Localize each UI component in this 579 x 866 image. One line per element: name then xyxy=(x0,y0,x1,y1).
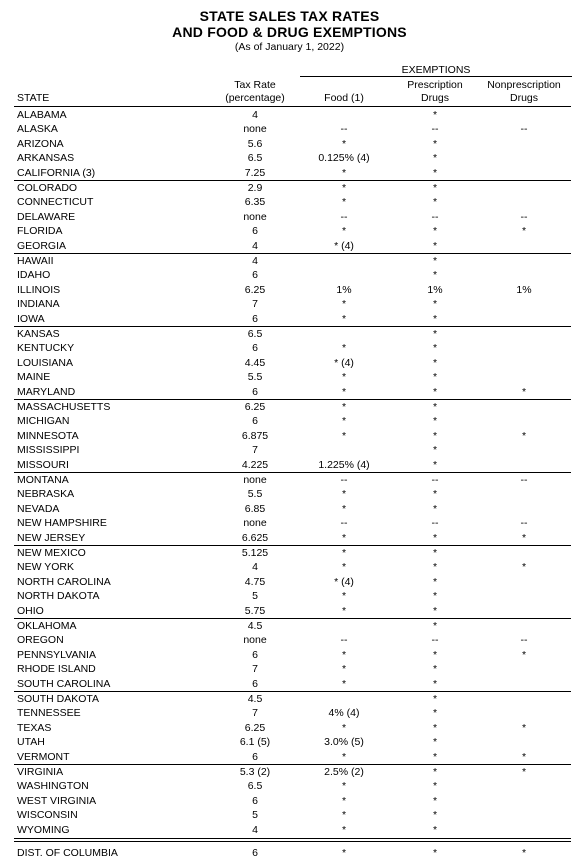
tax-rate-cell: 7 xyxy=(252,663,258,676)
food-exemption-cell: 4% (4) xyxy=(328,707,360,720)
nonprescription-exemption-cell: * xyxy=(521,429,527,442)
prescription-exemption-cell: * xyxy=(432,152,438,165)
state-cell: ILLINOIS xyxy=(17,283,61,296)
table-row xyxy=(0,823,579,838)
tax-rate-cell: 4.75 xyxy=(244,575,266,588)
state-cell: ALABAMA xyxy=(17,108,67,121)
nonprescription-exemption-cell: -- xyxy=(520,210,528,223)
food-exemption-cell: -- xyxy=(340,634,348,647)
prescription-exemption-cell: * xyxy=(432,196,438,209)
state-cell: MONTANA xyxy=(17,473,69,486)
state-cell: COLORADO xyxy=(17,181,78,194)
nonprescription-exemption-cell: * xyxy=(521,561,527,574)
document-subtitle: (As of January 1, 2022) xyxy=(234,41,345,53)
state-cell: NEW MEXICO xyxy=(17,546,86,559)
state-cell: MARYLAND xyxy=(17,385,76,398)
prescription-exemption-cell: * xyxy=(432,137,438,150)
prescription-exemption-cell: * xyxy=(432,590,438,603)
food-exemption-cell: * (4) xyxy=(334,575,354,588)
table-row xyxy=(0,283,579,298)
prescription-exemption-cell: * xyxy=(432,327,438,340)
table-row xyxy=(0,108,579,123)
state-cell: WASHINGTON xyxy=(17,780,89,793)
tax-rate-cell: none xyxy=(243,210,267,223)
state-cell: KANSAS xyxy=(17,327,60,340)
state-cell: ARKANSAS xyxy=(17,152,75,165)
state-cell: VERMONT xyxy=(17,750,70,763)
food-exemption-cell: * xyxy=(341,721,347,734)
tax-rate-cell: 4 xyxy=(252,254,258,267)
prescription-exemption-cell: * xyxy=(432,707,438,720)
table-row xyxy=(0,341,579,356)
state-cell: RHODE ISLAND xyxy=(17,663,96,676)
table-row xyxy=(0,195,579,210)
food-exemption-cell: 2.5% (2) xyxy=(324,765,364,778)
table-row xyxy=(0,677,579,692)
food-exemption-cell: * xyxy=(341,561,347,574)
document-title-line-2: AND FOOD & DRUG EXEMPTIONS xyxy=(172,24,407,40)
table-row xyxy=(0,546,579,561)
state-cell: MICHIGAN xyxy=(17,415,70,428)
tax-rate-cell: 6 xyxy=(252,750,258,763)
state-cell: GEORGIA xyxy=(17,239,67,252)
tax-rate-cell: 4 xyxy=(252,561,258,574)
tax-rate-cell: 6 xyxy=(252,846,258,859)
table-row xyxy=(0,604,579,619)
table-row xyxy=(0,429,579,444)
tax-rate-cell: 4.45 xyxy=(244,356,266,369)
food-exemption-cell: * (4) xyxy=(334,356,354,369)
state-cell: IDAHO xyxy=(17,269,51,282)
nonprescription-exemption-cell: -- xyxy=(520,634,528,647)
tax-rate-cell: 5.3 (2) xyxy=(239,765,271,778)
food-exemption-cell: * xyxy=(341,429,347,442)
food-exemption-cell: * xyxy=(341,546,347,559)
prescription-exemption-cell: * xyxy=(432,371,438,384)
tax-rate-cell: 6 xyxy=(252,648,258,661)
state-cell: NEW HAMPSHIRE xyxy=(17,517,107,530)
prescription-exemption-cell: * xyxy=(432,677,438,690)
nonprescription-exemption-cell: -- xyxy=(520,473,528,486)
nonprescription-exemption-cell: * xyxy=(521,750,527,763)
prescription-exemption-cell: * xyxy=(432,663,438,676)
table-row xyxy=(0,648,579,663)
state-cell: MASSACHUSETTS xyxy=(17,400,111,413)
prescription-exemption-cell: * xyxy=(432,429,438,442)
state-cell: ALASKA xyxy=(17,123,58,136)
tax-rate-header-line-1: Tax Rate xyxy=(234,79,276,91)
table-row xyxy=(0,721,579,736)
table-row xyxy=(0,560,579,575)
tax-rate-cell: 4.5 xyxy=(247,692,263,705)
prescription-exemption-cell: * xyxy=(432,765,438,778)
table-row xyxy=(0,151,579,166)
table-row xyxy=(0,370,579,385)
state-cell: WEST VIRGINIA xyxy=(17,794,97,807)
tax-rate-cell: 6 xyxy=(252,794,258,807)
prescription-exemption-cell: * xyxy=(432,269,438,282)
food-exemption-cell: * xyxy=(341,298,347,311)
table-row xyxy=(0,181,579,196)
food-exemption-cell: * xyxy=(341,166,347,179)
table-row xyxy=(0,750,579,765)
table-row xyxy=(0,735,579,750)
table-row xyxy=(0,589,579,604)
state-cell: TENNESSEE xyxy=(17,707,81,720)
table-row xyxy=(0,254,579,269)
tax-rate-cell: 5 xyxy=(252,590,258,603)
prescription-exemption-cell: * xyxy=(432,254,438,267)
double-rule xyxy=(14,841,571,842)
table-row xyxy=(0,122,579,137)
food-exemption-cell: * xyxy=(341,181,347,194)
food-exemption-cell: 0.125% (4) xyxy=(318,152,370,165)
tax-rate-cell: 6.5 xyxy=(247,327,263,340)
state-cell: LOUISIANA xyxy=(17,356,74,369)
tax-rate-cell: 6.85 xyxy=(244,502,266,515)
food-exemption-cell: * xyxy=(341,648,347,661)
state-cell: KENTUCKY xyxy=(17,342,75,355)
prescription-exemption-cell: * xyxy=(432,298,438,311)
state-cell: NORTH CAROLINA xyxy=(17,575,111,588)
food-exemption-cell: * xyxy=(341,371,347,384)
tax-rate-cell: 5.5 xyxy=(247,488,263,501)
tax-rate-cell: 6 xyxy=(252,677,258,690)
food-exemption-cell: 1.225% (4) xyxy=(318,458,370,471)
food-exemption-cell: * xyxy=(341,604,347,617)
nonprescription-exemption-cell: -- xyxy=(520,517,528,530)
tax-rate-cell: none xyxy=(243,634,267,647)
table-row xyxy=(0,502,579,517)
state-cell: HAWAII xyxy=(17,254,54,267)
table-row xyxy=(0,414,579,429)
tax-rate-cell: 6 xyxy=(252,415,258,428)
food-exemption-cell: * xyxy=(341,531,347,544)
tax-rate-cell: 5 xyxy=(252,809,258,822)
table-row xyxy=(0,327,579,342)
tax-rate-cell: 4 xyxy=(252,239,258,252)
tax-rate-cell: 6.875 xyxy=(241,429,269,442)
tax-rate-cell: 6.1 (5) xyxy=(239,736,271,749)
table-row xyxy=(0,458,579,473)
state-cell: NORTH DAKOTA xyxy=(17,590,100,603)
prescription-exemption-cell: * xyxy=(432,780,438,793)
prescription-exemption-cell: * xyxy=(432,823,438,836)
food-exemption-cell: * xyxy=(341,750,347,763)
state-cell: MINNESOTA xyxy=(17,429,79,442)
prescription-exemption-cell: * xyxy=(432,846,438,859)
nonprescription-exemption-cell: * xyxy=(521,648,527,661)
state-cell: VIRGINIA xyxy=(17,765,64,778)
food-column-header: Food (1) xyxy=(324,92,364,104)
table-row xyxy=(0,385,579,400)
nonprescription-exemption-cell: * xyxy=(521,765,527,778)
prescription-exemption-cell: * xyxy=(432,721,438,734)
tax-rate-cell: 5.125 xyxy=(241,546,269,559)
state-cell: NEVADA xyxy=(17,502,60,515)
food-exemption-cell: * xyxy=(341,385,347,398)
tax-rate-cell: 5.5 xyxy=(247,371,263,384)
state-cell: ARIZONA xyxy=(17,137,64,150)
table-row xyxy=(0,312,579,327)
double-rule xyxy=(14,838,571,839)
table-row xyxy=(0,516,579,531)
prescription-exemption-cell: -- xyxy=(431,517,439,530)
table-row xyxy=(0,765,579,780)
prescription-exemption-cell: 1% xyxy=(427,283,443,296)
prescription-exemption-cell: -- xyxy=(431,123,439,136)
food-exemption-cell: * xyxy=(341,823,347,836)
state-cell: INDIANA xyxy=(17,298,60,311)
prescription-exemption-cell: * xyxy=(432,750,438,763)
prescription-exemption-cell: * xyxy=(432,502,438,515)
tax-rate-cell: 4 xyxy=(252,108,258,121)
food-exemption-cell: -- xyxy=(340,473,348,486)
prescription-exemption-cell: * xyxy=(432,458,438,471)
food-exemption-cell: * xyxy=(341,312,347,325)
state-cell: CONNECTICUT xyxy=(17,196,94,209)
state-cell: MISSISSIPPI xyxy=(17,444,80,457)
table-row xyxy=(0,443,579,458)
nonprescription-exemption-cell: -- xyxy=(520,123,528,136)
prescription-exemption-cell: * xyxy=(432,648,438,661)
prescription-exemption-cell: * xyxy=(432,108,438,121)
table-row xyxy=(0,706,579,721)
prescription-exemption-cell: * xyxy=(432,181,438,194)
food-exemption-cell: * xyxy=(341,809,347,822)
table-row xyxy=(0,224,579,239)
state-cell: OKLAHOMA xyxy=(17,619,77,632)
prescription-exemption-cell: * xyxy=(432,736,438,749)
state-cell: MAINE xyxy=(17,371,51,384)
prescription-exemption-cell: * xyxy=(432,531,438,544)
food-exemption-cell: * xyxy=(341,590,347,603)
state-cell: WISCONSIN xyxy=(17,809,78,822)
tax-rate-cell: 4.225 xyxy=(241,458,269,471)
tax-rate-header-line-2: (percentage) xyxy=(225,92,285,104)
food-exemption-cell: * xyxy=(341,780,347,793)
food-exemption-cell: * xyxy=(341,137,347,150)
table-row xyxy=(0,137,579,152)
tax-rate-cell: 4 xyxy=(252,823,258,836)
nonprescription-exemption-cell: * xyxy=(521,721,527,734)
table-row xyxy=(0,297,579,312)
prescription-exemption-cell: * xyxy=(432,225,438,238)
table-row xyxy=(0,633,579,648)
tax-rate-cell: 5.75 xyxy=(244,604,266,617)
prescription-exemption-cell: * xyxy=(432,312,438,325)
food-exemption-cell: * xyxy=(341,502,347,515)
nonprescription-exemption-cell: * xyxy=(521,846,527,859)
tax-rate-cell: 6.35 xyxy=(244,196,266,209)
state-cell: FLORIDA xyxy=(17,225,63,238)
prescription-exemption-cell: * xyxy=(432,488,438,501)
state-cell: NEBRASKA xyxy=(17,488,75,501)
state-cell: NEW JERSEY xyxy=(17,531,86,544)
prescription-exemption-cell: * xyxy=(432,619,438,632)
state-cell: NEW YORK xyxy=(17,561,74,574)
table-row xyxy=(0,239,579,254)
table-row xyxy=(0,268,579,283)
table-row xyxy=(0,794,579,809)
food-exemption-cell: * xyxy=(341,846,347,859)
food-exemption-cell: * xyxy=(341,415,347,428)
state-cell: UTAH xyxy=(17,736,45,749)
tax-rate-cell: 6 xyxy=(252,312,258,325)
food-exemption-cell: -- xyxy=(340,517,348,530)
table-row xyxy=(0,356,579,371)
table-row xyxy=(0,400,579,415)
state-cell: DIST. OF COLUMBIA xyxy=(17,846,118,859)
prescription-exemption-cell: * xyxy=(432,692,438,705)
tax-rate-cell: 6.5 xyxy=(247,152,263,165)
table-row xyxy=(0,210,579,225)
tax-rate-cell: 7 xyxy=(252,707,258,720)
table-row xyxy=(0,473,579,488)
exemptions-header: EXEMPTIONS xyxy=(401,64,471,76)
tax-rate-cell: 2.9 xyxy=(247,181,263,194)
tax-rate-cell: 5.6 xyxy=(247,137,263,150)
food-exemption-cell: * xyxy=(341,663,347,676)
prescription-exemption-cell: * xyxy=(432,604,438,617)
state-cell: DELAWARE xyxy=(17,210,76,223)
nonprescription-header-line-2: Drugs xyxy=(509,92,538,104)
prescription-exemption-cell: * xyxy=(432,342,438,355)
table-row xyxy=(0,808,579,823)
prescription-exemption-cell: * xyxy=(432,415,438,428)
tax-rate-cell: 6 xyxy=(252,385,258,398)
tax-rate-cell: 6.5 xyxy=(247,780,263,793)
state-cell: SOUTH DAKOTA xyxy=(17,692,100,705)
prescription-exemption-cell: * xyxy=(432,400,438,413)
food-exemption-cell: 1% xyxy=(336,283,352,296)
nonprescription-exemption-cell: * xyxy=(521,531,527,544)
state-cell: SOUTH CAROLINA xyxy=(17,677,111,690)
prescription-exemption-cell: * xyxy=(432,166,438,179)
state-cell: OREGON xyxy=(17,634,64,647)
food-exemption-cell: -- xyxy=(340,210,348,223)
document-title-line-1: STATE SALES TAX RATES xyxy=(199,8,380,24)
tax-rate-cell: 4.5 xyxy=(247,619,263,632)
prescription-header-line-1: Prescription xyxy=(407,79,463,91)
tax-rate-cell: 6.25 xyxy=(244,283,266,296)
state-cell: TEXAS xyxy=(17,721,52,734)
state-cell: CALIFORNIA (3) xyxy=(17,166,96,179)
state-cell: OHIO xyxy=(17,604,44,617)
food-exemption-cell: * xyxy=(341,794,347,807)
table-row xyxy=(0,575,579,590)
prescription-exemption-cell: * xyxy=(432,809,438,822)
tax-rate-cell: 6 xyxy=(252,269,258,282)
tax-rate-cell: none xyxy=(243,473,267,486)
state-cell: WYOMING xyxy=(17,823,70,836)
tax-rate-cell: 7 xyxy=(252,298,258,311)
table-row xyxy=(0,531,579,546)
food-exemption-cell: * xyxy=(341,342,347,355)
food-exemption-cell: * (4) xyxy=(334,239,354,252)
tax-rate-cell: 6.25 xyxy=(244,400,266,413)
state-cell: PENNSYLVANIA xyxy=(17,648,96,661)
tax-rate-cell: none xyxy=(243,123,267,136)
prescription-exemption-cell: * xyxy=(432,385,438,398)
table-row xyxy=(0,487,579,502)
prescription-header-line-2: Drugs xyxy=(420,92,449,104)
prescription-exemption-cell: * xyxy=(432,356,438,369)
nonprescription-header-line-1: Nonprescription xyxy=(487,79,561,91)
tax-rate-cell: 6 xyxy=(252,342,258,355)
food-exemption-cell: * xyxy=(341,225,347,238)
food-exemption-cell: * xyxy=(341,488,347,501)
state-cell: IOWA xyxy=(17,312,45,325)
food-exemption-cell: * xyxy=(341,196,347,209)
table-row xyxy=(0,779,579,794)
prescription-exemption-cell: -- xyxy=(431,210,439,223)
table-row xyxy=(0,662,579,677)
tax-rate-cell: 7 xyxy=(252,444,258,457)
food-exemption-cell: 3.0% (5) xyxy=(324,736,364,749)
food-exemption-cell: * xyxy=(341,400,347,413)
prescription-exemption-cell: * xyxy=(432,546,438,559)
nonprescription-exemption-cell: 1% xyxy=(516,283,532,296)
tax-rate-cell: 6.25 xyxy=(244,721,266,734)
tax-rate-cell: 6.625 xyxy=(241,531,269,544)
food-exemption-cell: -- xyxy=(340,123,348,136)
nonprescription-exemption-cell: * xyxy=(521,385,527,398)
tax-rate-cell: 7.25 xyxy=(244,166,266,179)
state-column-header: STATE xyxy=(17,92,50,104)
prescription-exemption-cell: * xyxy=(432,794,438,807)
prescription-exemption-cell: -- xyxy=(431,634,439,647)
tax-rate-cell: 6 xyxy=(252,225,258,238)
tax-rate-cell: none xyxy=(243,517,267,530)
table-row xyxy=(0,619,579,634)
prescription-exemption-cell: * xyxy=(432,575,438,588)
prescription-exemption-cell: -- xyxy=(431,473,439,486)
prescription-exemption-cell: * xyxy=(432,561,438,574)
table-row xyxy=(0,692,579,707)
food-exemption-cell: * xyxy=(341,677,347,690)
state-cell: MISSOURI xyxy=(17,458,69,471)
table-row-dc xyxy=(0,846,579,861)
prescription-exemption-cell: * xyxy=(432,239,438,252)
prescription-exemption-cell: * xyxy=(432,444,438,457)
table-row xyxy=(0,166,579,181)
nonprescription-exemption-cell: * xyxy=(521,225,527,238)
